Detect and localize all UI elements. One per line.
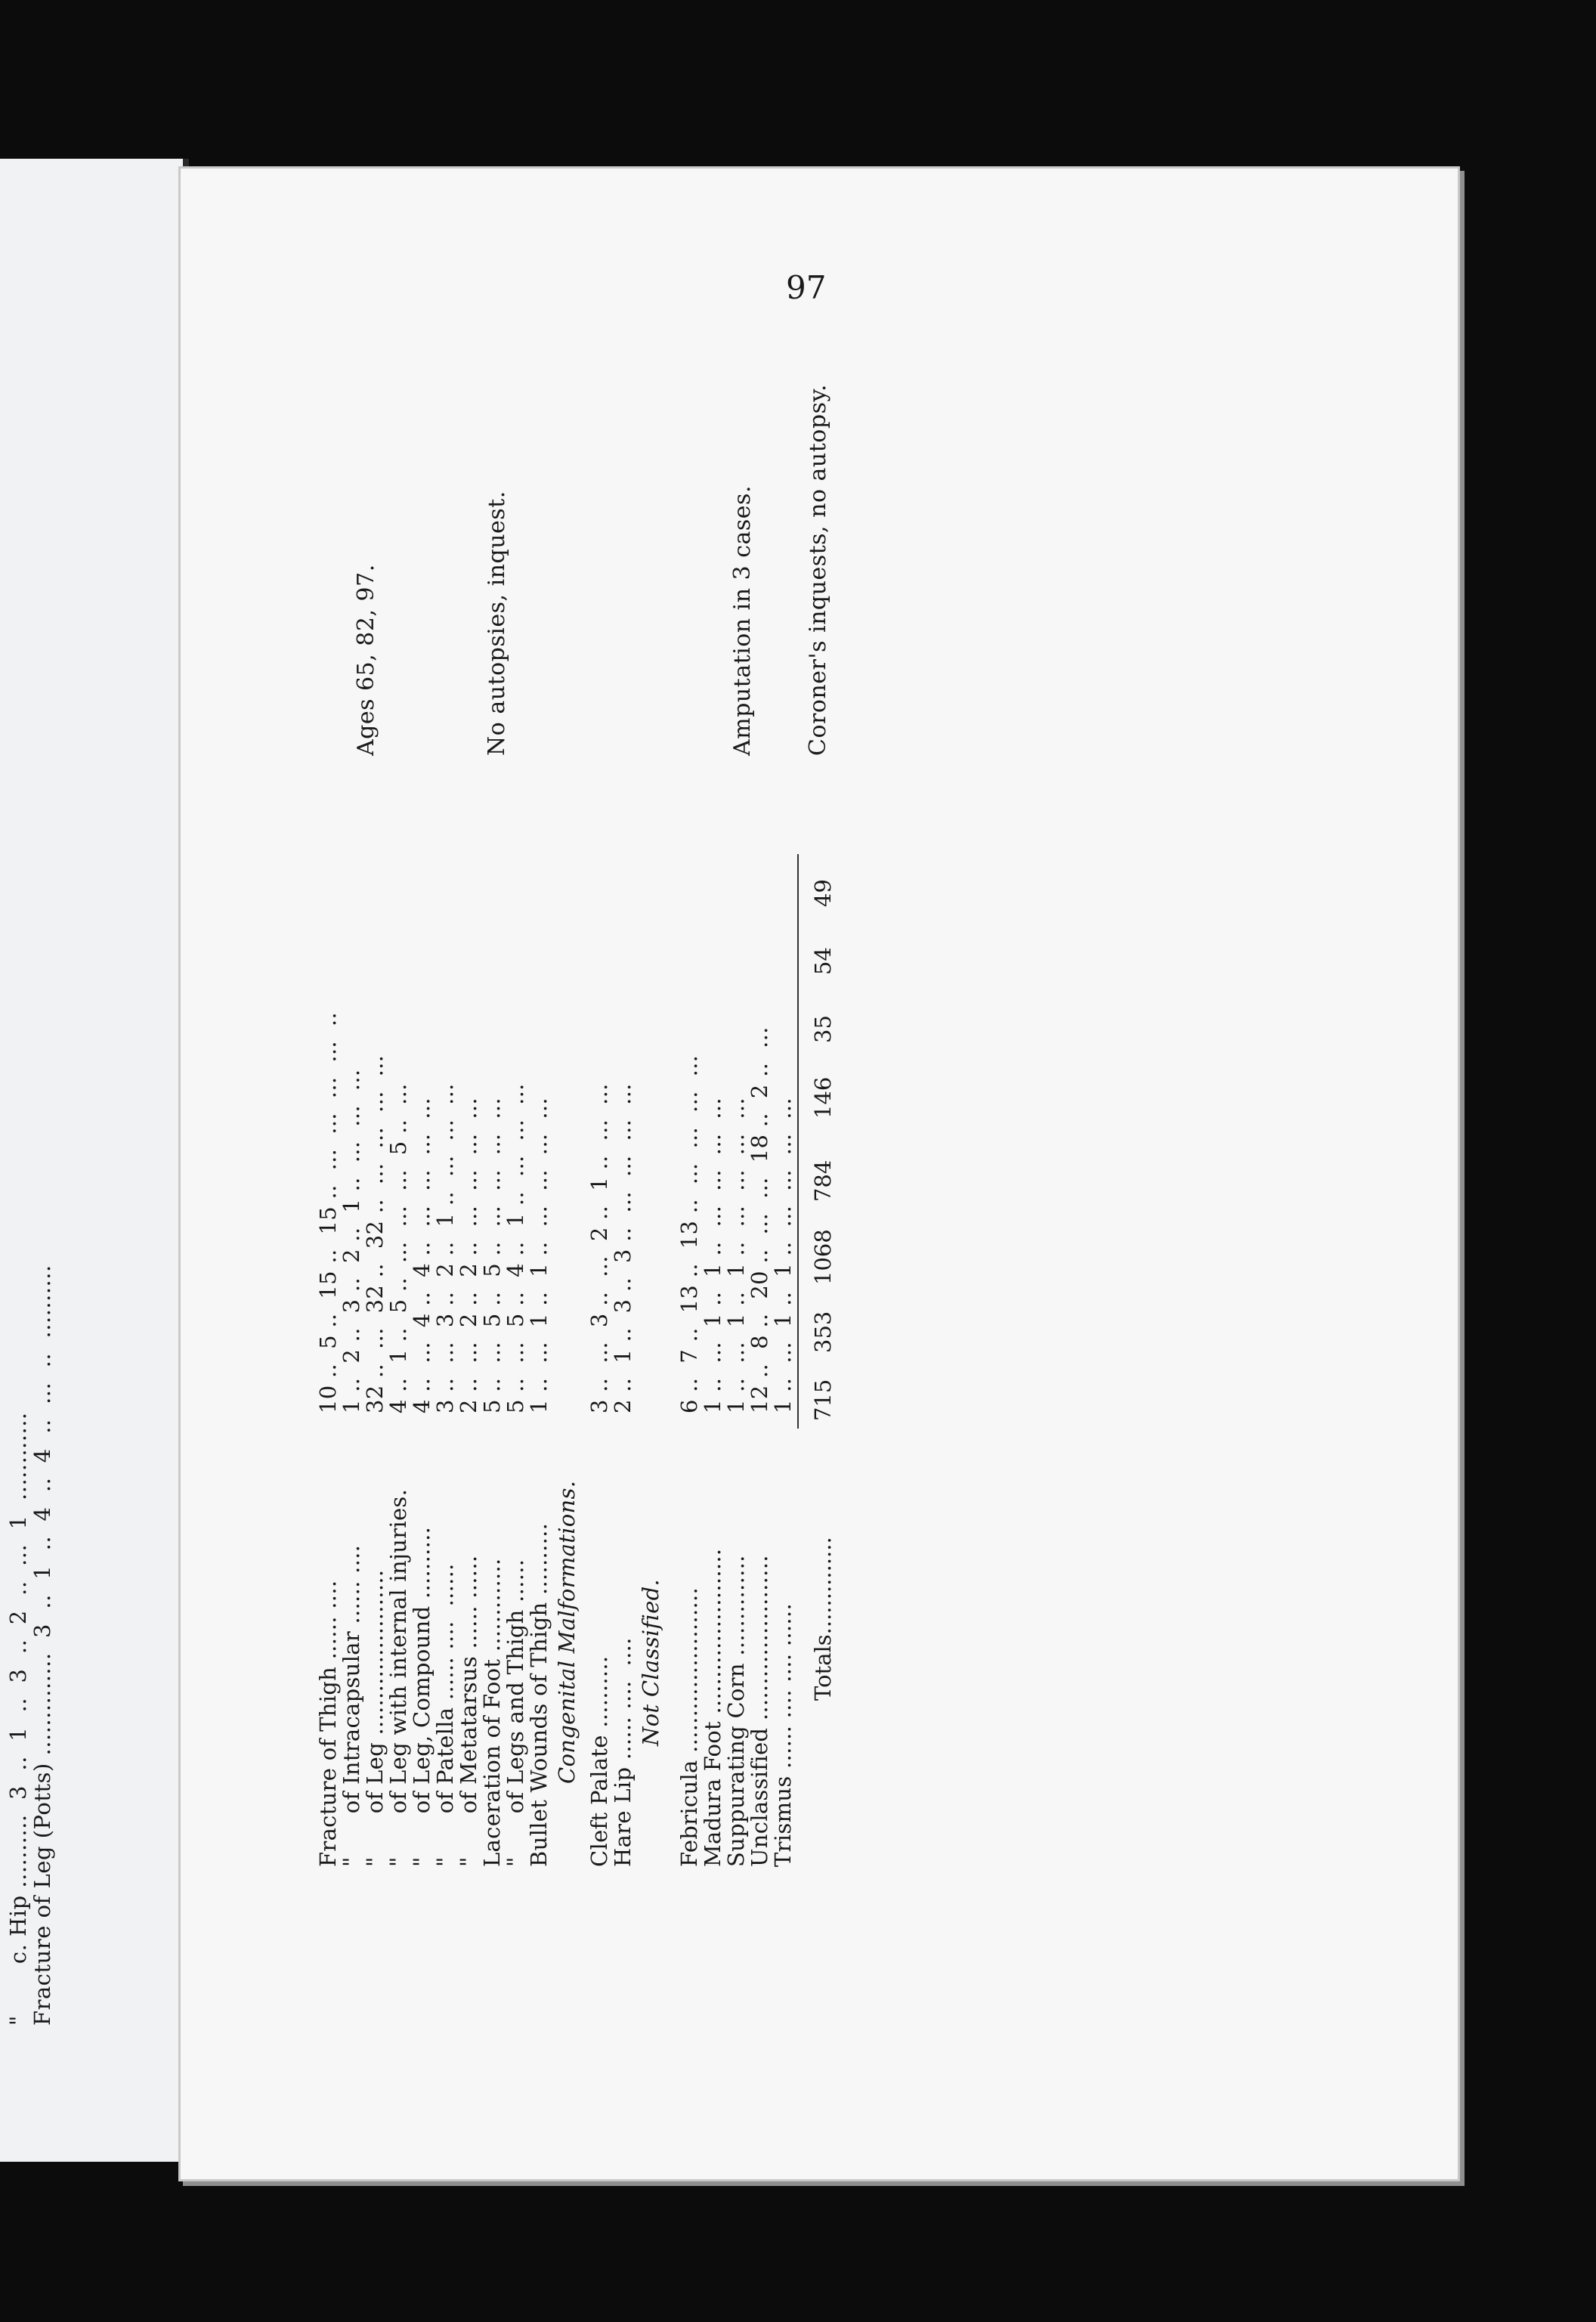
- total-value: 784: [810, 1159, 836, 1202]
- row-values: 1 .. ... 1 .. 1 .. ... ... ... ...: [700, 1098, 725, 1413]
- row-values: 6 .. 7 .. 13 .. 13 .. ... ... ... ...: [676, 1054, 702, 1413]
- row-label: " of Metatarsus ...... ......: [456, 1555, 481, 1867]
- row-label: Cleft Palate ..........: [586, 1655, 612, 1867]
- row-remark: Amputation in 3 cases.: [729, 485, 756, 756]
- row-label: Hare Lip ...... .... ....: [610, 1637, 636, 1867]
- row-label: Laceration of Foot .............: [479, 1558, 505, 1867]
- row-values: 12 .. 8 .. 20 .. ... ... 18 .. 2 .. ...: [747, 1026, 772, 1413]
- row-label: Suppurating Corn ..............: [723, 1555, 749, 1867]
- row-values: 4 .. ... 4 .. 4 .. ... ... ... ...: [409, 1098, 435, 1413]
- row-values: 2 .. 1 .. 3 .. 3 .. ... ... ... ...: [610, 1083, 636, 1413]
- row-label: " of Patella ...... .... ......: [432, 1563, 458, 1867]
- row-label: Trismus ...... .... .... ......: [770, 1603, 796, 1867]
- section-heading: Not Classified.: [638, 1579, 663, 1746]
- total-value: 353: [810, 1311, 836, 1353]
- row-label: " of Intracapsular ...... ....: [339, 1544, 364, 1867]
- total-value: 54: [810, 947, 836, 975]
- section-heading: Congenital Malformations.: [554, 1480, 580, 1784]
- left-page: [0, 159, 189, 2162]
- totals-label: Totals..............: [810, 1537, 836, 1701]
- row-label: " of Legs and Thigh ......: [503, 1559, 528, 1867]
- row-values: 2 .. ... 2 .. 2 .. ... ... ... ...: [456, 1098, 481, 1413]
- total-value: 49: [810, 879, 836, 907]
- row-values: 4 .. 1 .. 5 .. ... ... ... 5 .. ...: [385, 1083, 411, 1413]
- row-remark: Coroner's inquests, no autopsy.: [805, 384, 831, 756]
- row-values: 32 .. ... 32 .. 32 .. ... ... ... ...: [362, 1054, 388, 1413]
- row-label: " of Leg .......................: [362, 1569, 388, 1867]
- row-values: 5 .. ... 5 .. 5 .. ... ... ... ...: [479, 1098, 505, 1413]
- page-number: 97: [786, 269, 827, 306]
- total-value: 715: [810, 1379, 836, 1421]
- row-label: Unclassified .......................: [747, 1555, 772, 1867]
- row-label: Febricula .......................: [676, 1587, 702, 1867]
- row-values: 10 .. 5 .. 15 .. 15 .. ... ... ... ... ..: [315, 1011, 341, 1413]
- row-values: 1 .. ... 1 .. 1 .. ... ... ... ...: [723, 1098, 749, 1413]
- total-value: 146: [810, 1076, 836, 1119]
- row-values: 5 .. ... 5 .. 4 .. 1 .. ... ... ...: [503, 1083, 528, 1413]
- row-values: 1 .. ... 1 .. 1 .. ... ... ... ...: [526, 1098, 552, 1413]
- total-value: 35: [810, 1015, 836, 1043]
- row-values: 1 .. 2 .. 3 .. 2 .. 1 .. ... ... ...: [339, 1069, 364, 1413]
- row-label: Madura Foot .......................: [700, 1548, 725, 1867]
- left-page-line-1: " c. Hip .......... 3 .. 1 .. 3 .. 2 .. ... 1 ............: [5, 1412, 31, 2026]
- row-remark: Ages 65, 82, 97.: [353, 564, 379, 756]
- row-label: " of Leg with internal injuries.: [385, 1488, 411, 1867]
- row-label: " of Leg, Compound ..........: [409, 1526, 435, 1867]
- row-remark: No autopsies, inquest.: [484, 491, 510, 756]
- row-label: Fracture of Thigh ...... ....: [315, 1580, 341, 1867]
- row-label: Bullet Wounds of Thigh ..........: [526, 1522, 552, 1867]
- totals-rule: [797, 854, 799, 1429]
- row-values: 3 .. ... 3 .. 2 .. 1 .. ... ... ...: [432, 1083, 458, 1413]
- total-value: 1068: [810, 1229, 836, 1285]
- left-page-line-2: Fracture of Leg (Potts) .............. 3 .. 1 .. 4 .. 4 .. ... .. ..........: [29, 1265, 55, 2026]
- row-values: 3 .. ... 3 .. ... 2 .. 1 .. ... ...: [586, 1083, 612, 1413]
- row-values: 1 .. ... 1 .. 1 .. ... ... ... ...: [770, 1098, 796, 1413]
